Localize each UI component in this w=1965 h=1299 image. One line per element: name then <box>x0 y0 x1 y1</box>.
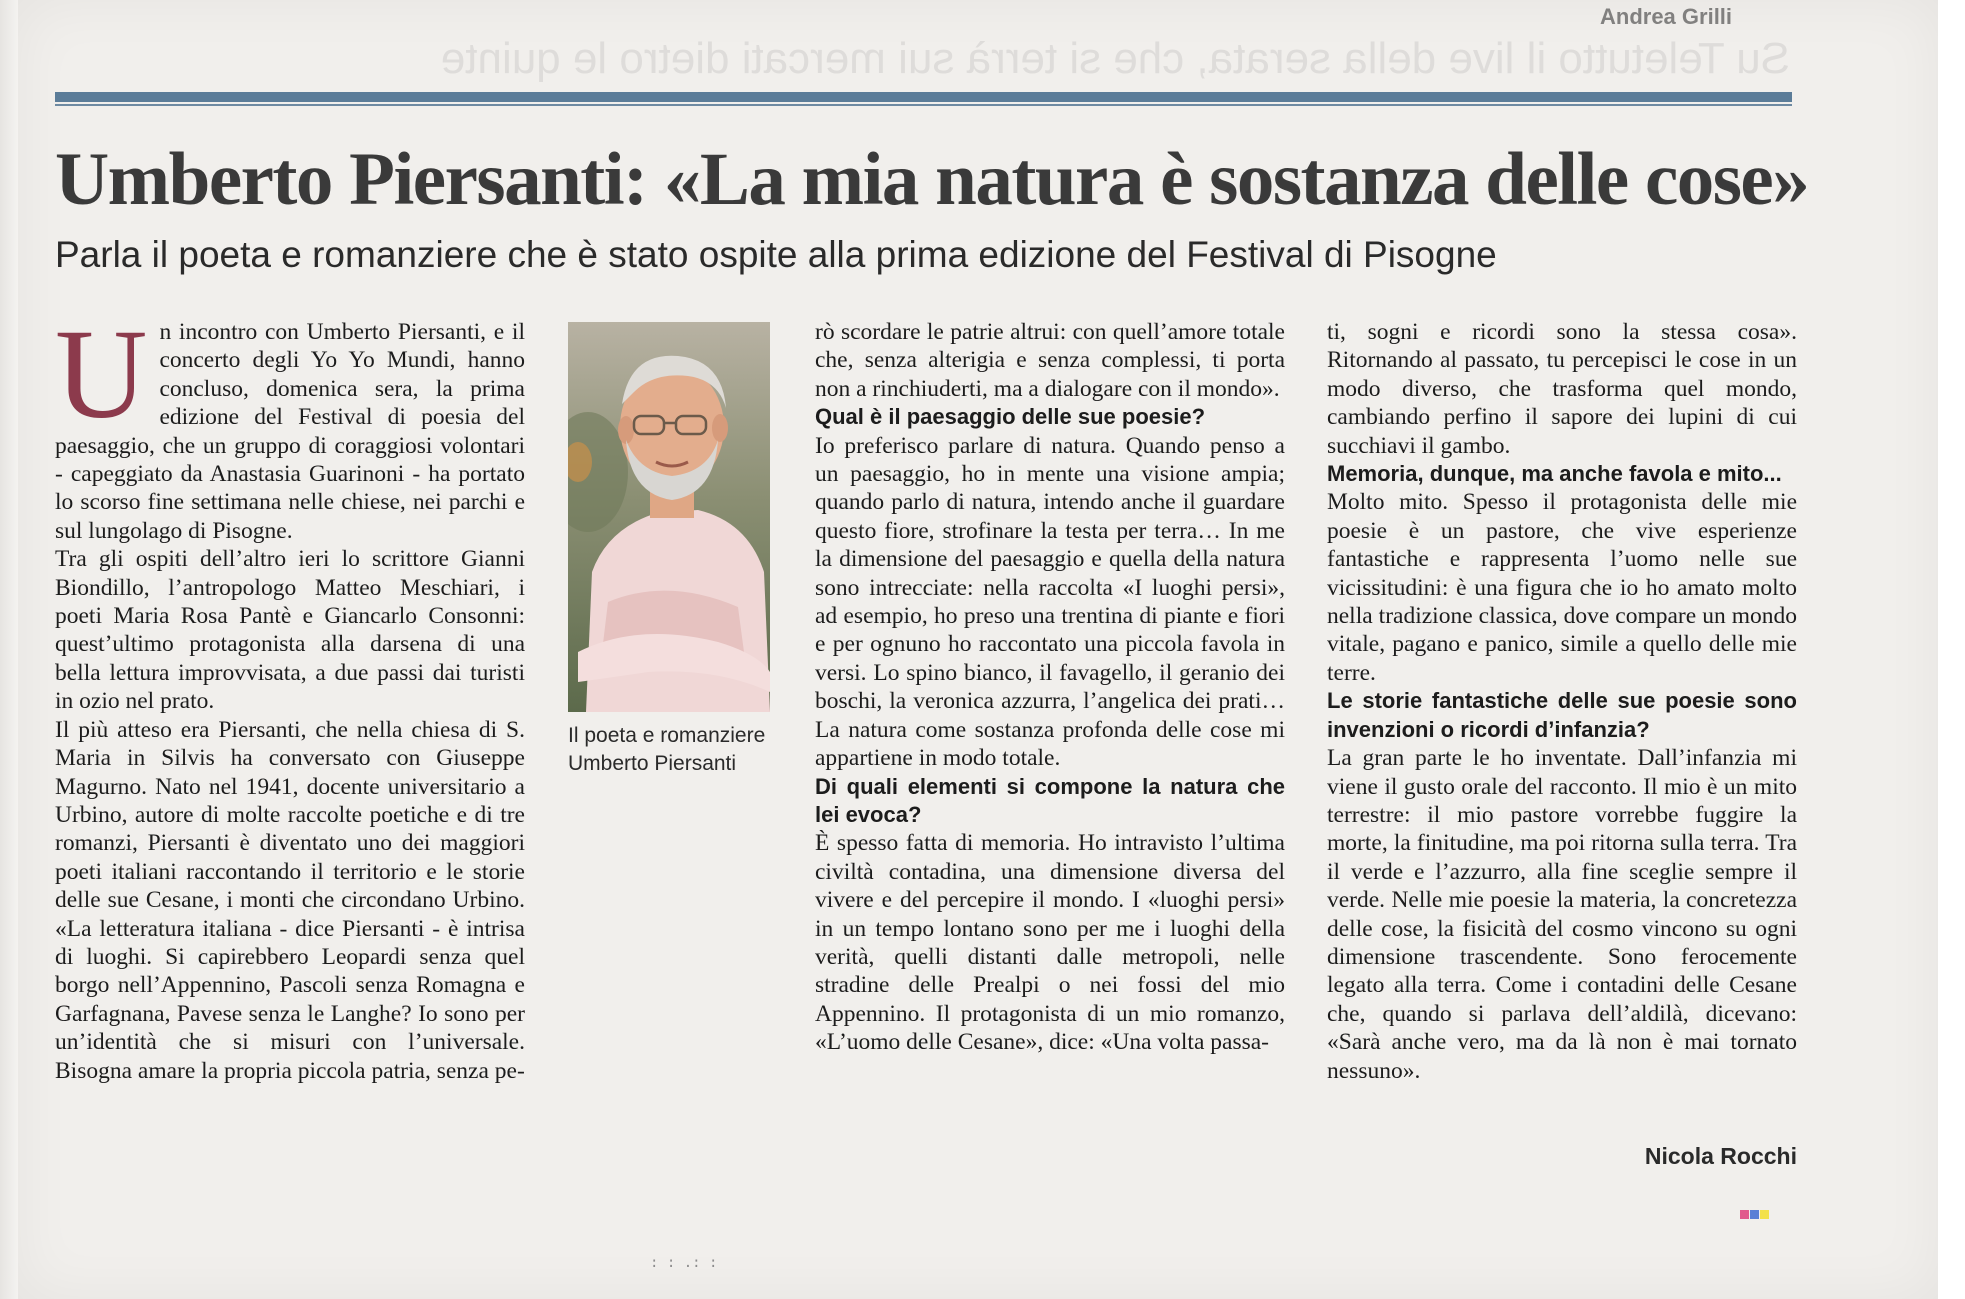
section-rule <box>55 92 1792 102</box>
print-marks: : : .: : <box>650 1255 718 1271</box>
interview-question: Le storie fantastiche delle sue poesie sono invenzioni o ricordi d’infanzia? <box>1327 688 1797 742</box>
article-column-4 <box>1327 318 1797 1085</box>
article-headline: Umberto Piersanti: «La mia natura è sostanza delle cose» <box>55 138 1809 221</box>
paragraph-continued: ti, sogni e ricordi sono la stessa cosa». Ritornando al passato, tu percepisci le cose in un modo diverso, che trasforma quel mondo, cambiando perfino il sapore dei lupini di cui succhiavi il gambo. <box>1327 319 1797 459</box>
article-column-3 <box>815 318 1285 1057</box>
article-subheadline: Parla il poeta e romanziere che è stato ospite alla prima edizione del Festival di Pisogne <box>55 234 1497 275</box>
bleedthrough-author: Andrea Grilli <box>1600 4 1733 29</box>
paragraph-piersanti: Il più atteso era Piersanti, che nella chiesa di S. Maria in Silvis ha conversato con Giuseppe Magurno. Nato nel 1941, docente universitario a Urbino, autore di molte raccolte poetiche e di tre romanzi, Piersanti è diventato uno dei maggiori poeti italiani raccontando il territorio e le storie delle sue Cesane, i monti che circondano Urbino. «La letteratura italiana - dice Piersanti - è intrisa di luoghi. Si capirebbero Leopardi senza quel borgo nell’Appennino, Pascoli senza Romagna e Garfagnana, Pavese senza le Langhe? Io sono per un’identità che si misuri con l’universale. Bisogna amare la propria piccola patria, senza pe- <box>55 716 525 1084</box>
interview-answer: Io preferisco parlare di natura. Quando penso a un paesaggio, ho in mente una visione ampia; quando parlo di natura, intendo anche il guardare questo fiore, strofinare la testa per terra… In me la dimensione del paesaggio e quella della natura sono intrecciate: nella raccolta «I luoghi persi», ad esempio, ho preso una trentina di piante e fiori e per ognuno ho raccontato una piccola favola in versi. Lo spino bianco, il favagello, il geranio dei boschi, la veronica azzurra, l’angelica dei prati… La natura come sostanza profonda delle cose mi appartiene in modo totale. <box>815 432 1285 772</box>
drop-cap: U <box>55 303 148 445</box>
photo-caption: Il poeta e romanziere Umberto Piersanti <box>568 724 766 775</box>
interview-answer: È spesso fatta di memoria. Ho intravisto l’ultima civiltà contadina, una dimensione diversa del vivere e del percepire il mondo. I «luoghi persi» in un tempo lontano sono per me i luoghi della verità, quelli distanti dalle metropoli, nelle stradine delle Prealpi o nei fossi del mio Appennino. Il protagonista di un mio romanzo, «L’uomo delle Cesane», dice: «Una volta passa- <box>815 830 1285 1056</box>
interview-question: Di quali elementi si compone la natura che lei evoca? <box>815 773 1285 827</box>
interview-question: Memoria, dunque, ma anche favola e mito... <box>1327 461 1782 487</box>
interview-answer: Molto mito. Spesso il protagonista delle mie poesie è un pastore, che vive esperienze fantastiche e rappresenta l’uomo nelle sue vicissitudini: è una figura che io ho amato molto nella tradizione classica, dove compare un mondo vitale, pagano e panico, simile a quello delle mie terre. <box>1327 489 1797 686</box>
color-registration-marks <box>1740 1204 1770 1223</box>
paragraph-guests: Tra gli ospiti dell’altro ieri lo scrittore Gianni Biondillo, l’antropologo Matteo Meschiari, i poeti Maria Rosa Pantè e Giancarlo Consonni: quest’ultimo protagonista alla darsena di una bella lettura improvvisata, a due passi dai turisti in ozio nel prato. <box>55 546 525 715</box>
bleedthrough-headline: Su Teletutto il live della serata, che si terrà sui mercati dietro le quinte <box>440 34 1790 83</box>
article-byline: Nicola Rocchi <box>1644 1143 1797 1169</box>
portrait-photo <box>568 322 770 712</box>
paragraph-intro: n incontro con Umberto Piersanti, e il concerto degli Yo Yo Mundi, hanno concluso, domenica sera, la prima edizione del Festival di poesia del paesaggio, che un gruppo di coraggiosi volontari - capeggiato da Anastasia Guarinoni - ha portato lo scorso fine settimana nelle chiese, nei parchi e sul lungolago di Pisogne. <box>55 319 525 544</box>
article-column-1 <box>55 303 525 1085</box>
interview-question: Qual è il paesaggio delle sue poesie? <box>815 404 1206 430</box>
section-rule-thin <box>55 104 1792 106</box>
portrait-illustration <box>568 322 770 712</box>
paragraph-continued: rò scordare le patrie altrui: con quell’amore totale che, senza alterigia e senza complessi, ti porta non a rinchiuderti, ma a dialogare con il mondo». <box>815 319 1285 402</box>
interview-answer: La gran parte le ho inventate. Dall’infanzia mi viene il gusto orale del racconto. Il mio è un mito terrestre: il mio pastore vorrebbe fuggire la morte, la finitudine, ma poi ritorna sulla terra. Tra il verde e l’azzurro, alla fine sceglie sempre il verde. Nelle mie poesie la materia, la concretezza delle cose, la fisicità del cosmo vincono su ogni dimensione trascendente. Sono ferocemente legato alla terra. Come i contadini delle Cesane che, quando si parlava dell’aldilà, dicevano: «Sarà anche vero, ma da là non è mai tornato nessuno». <box>1327 745 1797 1084</box>
